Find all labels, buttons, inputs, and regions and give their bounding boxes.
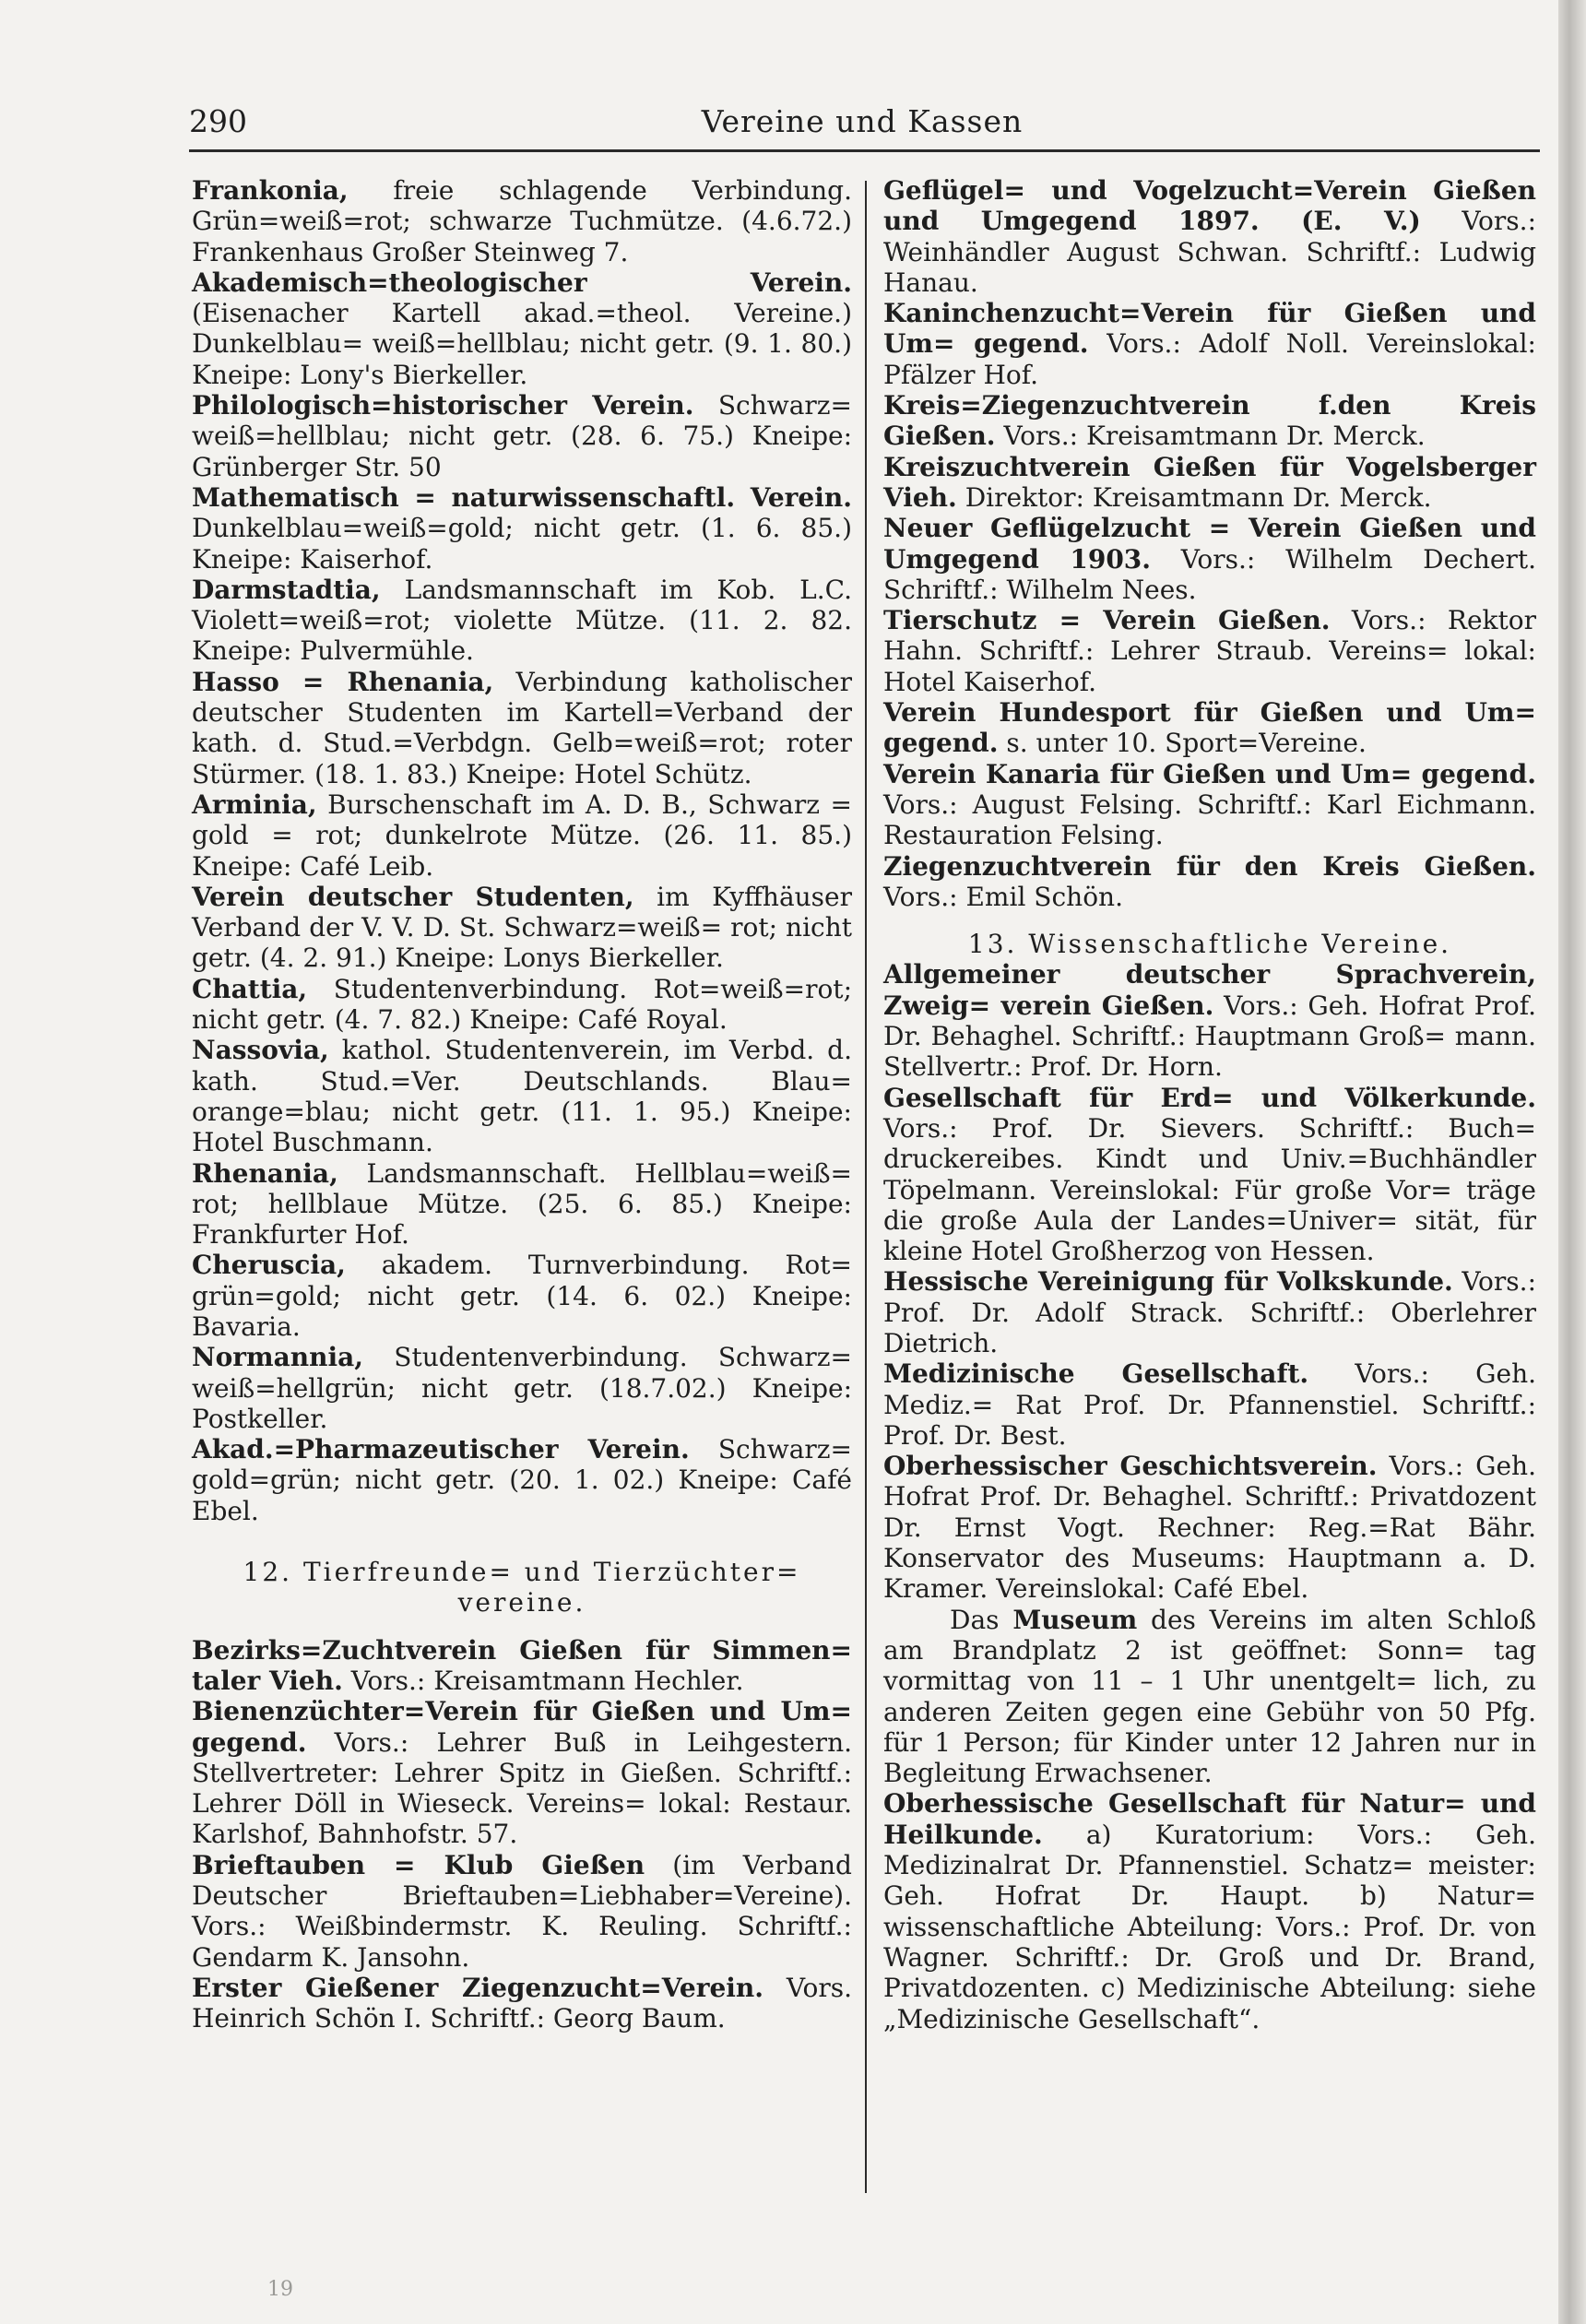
- entry-name: Hasso = Rhenania,: [192, 666, 494, 697]
- entry: [883, 175, 1536, 298]
- entry: [883, 1788, 1536, 2034]
- entry: [192, 974, 852, 1036]
- entry: [192, 667, 852, 789]
- entry-name: Akademisch=theologischer Verein.: [192, 267, 852, 298]
- entry-name: Akad.=Pharmazeutischer Verein.: [192, 1434, 690, 1465]
- section-heading: 13. Wissenschaftliche Vereine.: [967, 929, 1452, 960]
- entry: [883, 298, 1536, 390]
- spacer: [192, 1618, 852, 1635]
- entry-name: Allgemeiner deutscher Sprachverein, Zweig= verein Gießen.: [883, 959, 1536, 1021]
- left-column: [192, 175, 852, 2034]
- entry-name: Geflügel= und Vogelzucht=Verein Gießen und Umgegend 1897. (E. V.): [883, 175, 1536, 237]
- entry: [883, 452, 1536, 514]
- entry-text: Vors.: Geh. Hofrat Prof. Dr. Behaghel. Schriftf.: Hauptmann Groß= mann. Stellvertr.: Prof. Dr. Horn.: [883, 990, 1536, 1083]
- entry: [192, 1035, 852, 1157]
- entry-text: Vors.: August Felsing. Schriftf.: Karl Eichmann. Restauration Felsing.: [883, 788, 1536, 851]
- entry-name: Ziegenzuchtverein für den Kreis Gießen.: [883, 850, 1536, 882]
- entry: [883, 390, 1536, 452]
- entry: [883, 1358, 1536, 1451]
- entry-text: Schwarz= gold=grün; nicht getr. (20. 1. 02.) Kneipe: Café Ebel.: [192, 1434, 852, 1526]
- entry-name: Bienenzüchter=Verein für Gießen und Um= gegend.: [192, 1696, 852, 1758]
- entry-name: Oberhessischer Geschichtsverein.: [883, 1451, 1378, 1482]
- entry-name: Erster Gießener Ziegenzucht=Verein.: [192, 1972, 764, 2003]
- museum-paragraph: [883, 1605, 1536, 1789]
- entry: [192, 1158, 852, 1251]
- entry-text: Vors.: Emil Schön.: [883, 881, 1123, 912]
- entry: [192, 482, 852, 575]
- entry: [192, 1850, 852, 1973]
- entry-text: (Eisenacher Kartell akad.=theol. Vereine.) Dunkelblau= weiß=hellblau; nicht getr. (9. 1. 80.) Kneipe: Lony's Bierkeller.: [192, 298, 852, 390]
- column-divider: [865, 181, 867, 2193]
- entry-text: Vors.: Kreisamtmann Hechler.: [342, 1665, 744, 1696]
- entry: [192, 1250, 852, 1342]
- entry: [883, 1451, 1536, 1604]
- entry-text: Dunkelblau=weiß=gold; nicht getr. (1. 6. 85.) Kneipe: Kaiserhof.: [192, 513, 852, 575]
- entry: [192, 390, 852, 482]
- entry-name: Hessische Vereinigung für Volkskunde.: [883, 1266, 1453, 1298]
- entry: [883, 851, 1536, 913]
- entry-name: Verein Hundesport für Gießen und Um= gegend.: [883, 697, 1536, 759]
- entry-text: Burschenschaft im A. D. B., Schwarz = gold = rot; dunkelrote Mütze. (26. 11. 85.) Kneipe: Café Leib.: [192, 788, 852, 882]
- entry-text: kathol. Studentenverein, im Verbd. d. kath. Stud.=Ver. Deutschlands. Blau= orange=blau; nicht getr. (11. 1. 95.) Kneipe: Hotel Buschmann.: [192, 1035, 852, 1158]
- entry-name: Tierschutz = Verein Gießen.: [883, 605, 1331, 636]
- museum-text: des Vereins im alten Schloß am Brandplatz 2 ist geöffnet: Sonn= tag vormittag von 11 – 1 Uhr unentgelt= lich, zu anderen Zeiten gegen eine Gebühr von 50 Pfg. für 1 Person; für Kinder unter 12 Jahren nur in Begleitung Erwachsener.: [883, 1604, 1536, 1789]
- entry-text: Vors.: Prof. Dr. Sievers. Schriftf.: Buch= druckereibes. Kindt und Univ.=Buchhändler Töpelmann. Vereinslokal: Für große Vor= träge die große Aula der Landes=Univer= sität, für kleine Hotel Großherzog von Hessen.: [883, 1112, 1536, 1267]
- entry: [883, 697, 1536, 759]
- entry-name: Arminia,: [192, 788, 317, 820]
- entry-text: Vors. Heinrich Schön I. Schriftf.: Georg Baum.: [192, 1972, 852, 2034]
- entry-name: Gesellschaft für Erd= und Völkerkunde.: [883, 1082, 1536, 1113]
- book-edge: [1558, 0, 1586, 2324]
- running-head: [189, 103, 1535, 144]
- entry-name: Neuer Geflügelzucht = Verein Gießen und Umgegend 1903.: [883, 513, 1536, 575]
- spacer: [192, 1526, 852, 1557]
- entry-text: Direktor: Kreisamtmann Dr. Merck.: [956, 481, 1432, 513]
- entry-text: s. unter 10. Sport=Vereine.: [998, 728, 1367, 759]
- entry-name: Darmstadtia,: [192, 574, 381, 605]
- entry: [192, 1635, 852, 1697]
- entry-text: (im Verband Deutscher Brieftauben=Liebhaber=Vereine). Vors.: Weißbindermstr. K. Reuling. Schriftf.: Gendarm K. Jansohn.: [192, 1849, 852, 1973]
- entry-text: Vors.: Kreisamtmann Dr. Merck.: [995, 421, 1426, 452]
- entry-text: Studentenverbindung. Rot=weiß=rot; nicht getr. (4. 7. 82.) Kneipe: Café Royal.: [192, 973, 852, 1036]
- entry: [883, 759, 1536, 851]
- entry-name: Nassovia,: [192, 1035, 329, 1066]
- entry: [883, 1266, 1536, 1358]
- entry-name: Brieftauben = Klub Gießen: [192, 1849, 645, 1880]
- entry-name: Medizinische Gesellschaft.: [883, 1358, 1309, 1390]
- entry-name: Kaninchenzucht=Verein für Gießen und Um= gegend.: [883, 298, 1536, 360]
- entry: [192, 882, 852, 974]
- entry-name: Bezirks=Zuchtverein Gießen für Simmen= taler Vieh.: [192, 1634, 852, 1696]
- entry-text: Vors.: Lehrer Buß in Leihgestern. Stellvertreter: Lehrer Spitz in Gießen. Schriftf.: Lehrer Döll in Wieseck. Vereins= lokal: Restaur. Karlshof, Bahnhofstr. 57.: [192, 1726, 852, 1850]
- section-title: Vereine und Kassen: [701, 103, 1024, 139]
- entry-name: Kreiszuchtverein Gießen für Vogelsberger Vieh.: [883, 451, 1536, 513]
- entry-name: Oberhessische Gesellschaft für Natur= und Heilkunde.: [883, 1788, 1536, 1850]
- signature-mark: 19: [267, 2278, 293, 2301]
- spacer: [883, 912, 1536, 929]
- entry-name: Cheruscia,: [192, 1250, 346, 1281]
- entry-text: a) Kuratorium: Vors.: Geh. Medizinalrat Dr. Pfannenstiel. Schatz= meister: Geh. Hofrat Dr. Haupt. b) Natur= wissenschaftliche Abteilung: Vors.: Prof. Dr. von Wagner. Schriftf.: Dr. Groß und Dr. Brand, Privatdozenten. c) Medizinische Abteilung: siehe „Medizinische Gesellschaft“.: [883, 1819, 1536, 2034]
- entry: [883, 1083, 1536, 1267]
- page-number: 290: [189, 103, 247, 139]
- museum-lead: Das: [950, 1604, 1013, 1635]
- right-column: [883, 175, 1536, 2034]
- entry: [883, 513, 1536, 605]
- entry-name: Philologisch=historischer Verein.: [192, 390, 694, 421]
- entry: [192, 267, 852, 390]
- entry-text: Studentenverbindung. Schwarz= weiß=hellgrün; nicht getr. (18.7.02.) Kneipe: Postkeller.: [192, 1342, 852, 1434]
- entry-text: Landsmannschaft. Hellblau=weiß= rot; hellblaue Mütze. (25. 6. 85.) Kneipe: Frankfurter Hof.: [192, 1157, 852, 1251]
- entry: [192, 1973, 852, 2034]
- entry: [883, 605, 1536, 697]
- entry-name: Normannia,: [192, 1342, 364, 1373]
- entry-name: Frankonia,: [192, 175, 349, 206]
- entry-name: Chattia,: [192, 973, 308, 1004]
- entry-text: freie schlagende Verbindung. Grün=weiß=rot; schwarze Tuchmütze. (4.6.72.) Frankenhaus Großer Steinweg 7.: [192, 175, 852, 267]
- entry-text: Vors.: Geh. Mediz.= Rat Prof. Dr. Pfannenstiel. Schriftf.: Prof. Dr. Best.: [883, 1358, 1536, 1451]
- entry-name: Verein deutscher Studenten,: [192, 881, 634, 912]
- header-rule: [189, 149, 1540, 152]
- museum-name: Museum: [1012, 1604, 1138, 1635]
- entry-text: Schwarz= weiß=hellblau; nicht getr. (28. 6. 75.) Kneipe: Grünberger Str. 50: [192, 390, 852, 482]
- entry: [192, 1434, 852, 1526]
- entry: [192, 1342, 852, 1434]
- entry-name: Mathematisch = naturwissenschaftl. Verein.: [192, 481, 852, 513]
- entry: [192, 575, 852, 667]
- entry-text: Vors.: Wilhelm Dechert. Schriftf.: Wilhelm Nees.: [883, 543, 1536, 605]
- entry-text: Verbindung katholischer deutscher Studenten im Kartell=Verband der kath. d. Stud.=Verbdgn. Gelb=weiß=rot; roter Stürmer. (18. 1. 83.) Kneipe: Hotel Schütz.: [192, 666, 852, 789]
- entry: [192, 175, 852, 267]
- entry-text: im Kyffhäuser Verband der V. V. D. St. Schwarz=weiß= rot; nicht getr. (4. 2. 91.) Kneipe: Lonys Bierkeller.: [192, 881, 853, 974]
- entry-text: Vors.: Rektor Hahn. Schriftf.: Lehrer Straub. Vereins= lokal: Hotel Kaiserhof.: [883, 605, 1536, 697]
- entry-text: Vors.: Prof. Dr. Adolf Strack. Schriftf.: Oberlehrer Dietrich.: [883, 1266, 1536, 1358]
- entry-name: Verein Kanaria für Gießen und Um= gegend.: [883, 758, 1536, 789]
- entry-text: akadem. Turnverbindung. Rot= grün=gold; nicht getr. (14. 6. 02.) Kneipe: Bavaria.: [192, 1250, 852, 1342]
- entry-text: Landsmannschaft im Kob. L.C. Violett=weiß=rot; violette Mütze. (11. 2. 82. Kneipe: Pulvermühle.: [192, 574, 852, 667]
- entry-name: Kreis=Ziegenzuchtverein f.den Kreis Gießen.: [883, 390, 1536, 452]
- section-heading: 12. Tierfreunde= und Tierzüchter= vereine.: [243, 1557, 801, 1618]
- entry-name: Rhenania,: [192, 1157, 338, 1189]
- entry: [192, 1696, 852, 1849]
- entry: [192, 789, 852, 882]
- entry-text: Vors.: Adolf Noll. Vereinslokal: Pfälzer Hof.: [883, 328, 1536, 390]
- entry-text: Vors.: Geh. Hofrat Prof. Dr. Behaghel. Schriftf.: Privatdozent Dr. Ernst Vogt. Rechner: Reg.=Rat Bähr. Konservator des Museums: Hauptmann a. D. Kramer. Vereinslokal: Café Ebel.: [883, 1451, 1536, 1605]
- entry: [883, 959, 1536, 1082]
- entry-text: Vors.: Weinhändler August Schwan. Schriftf.: Ludwig Hanau.: [883, 206, 1536, 298]
